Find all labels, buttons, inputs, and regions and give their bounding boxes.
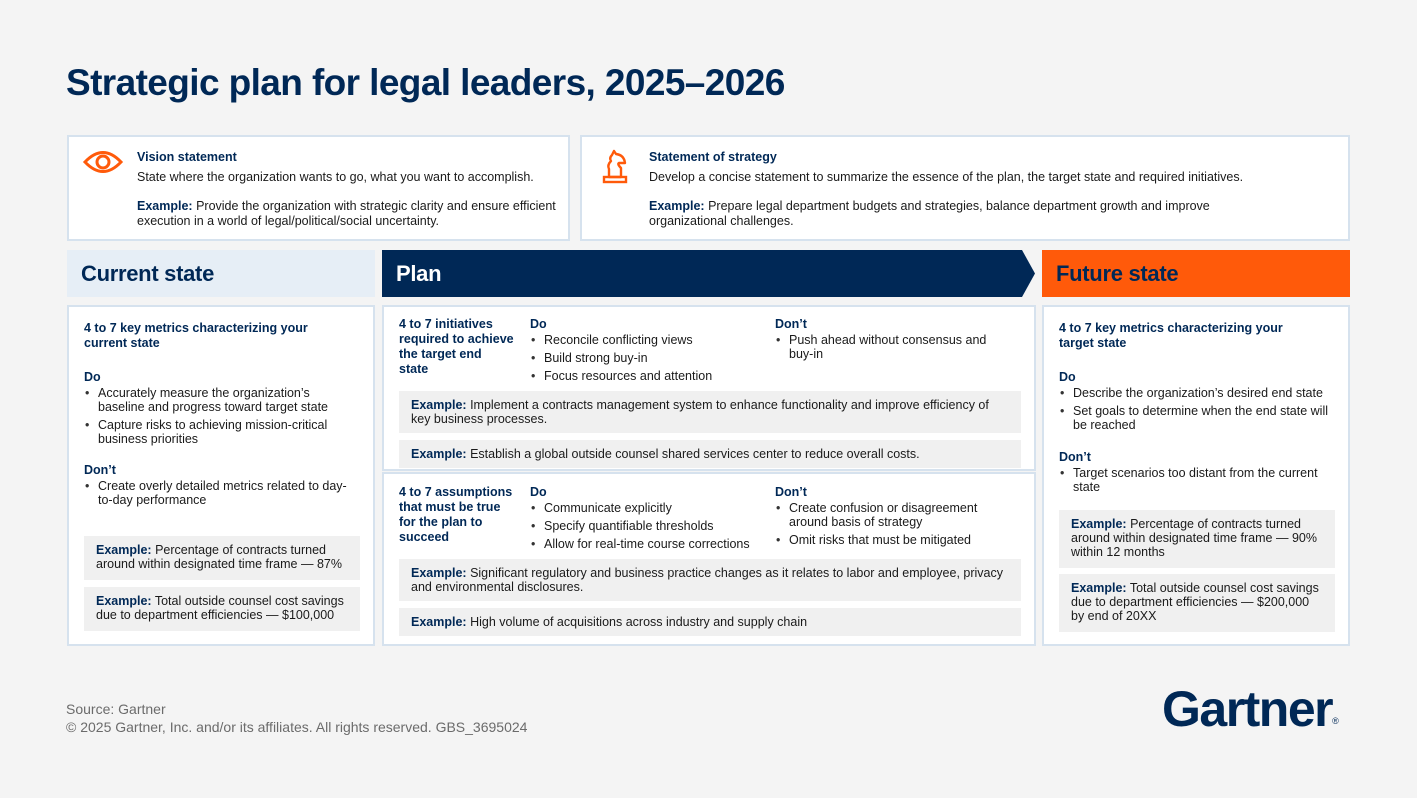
current-dont-list bbox=[84, 479, 359, 511]
list-item: • Target scenarios too distant from the current state bbox=[1059, 466, 1319, 494]
list-item: • Focus resources and attention bbox=[530, 369, 770, 383]
current-title: 4 to 7 key metrics characterizing your current state bbox=[84, 321, 308, 350]
copyright-text: © 2025 Gartner, Inc. and/or its affiliates. All rights reserved. GBS_3695024 bbox=[66, 719, 528, 735]
future-dont-label: Don’t bbox=[1059, 450, 1091, 464]
page-title: Strategic plan for legal leaders, 2025–2026 bbox=[66, 62, 785, 103]
assumptions-title: 4 to 7 assumptions that must be true for the plan to succeed bbox=[399, 485, 513, 544]
source-text: Source: Gartner bbox=[66, 701, 166, 717]
plan-header-label: Plan bbox=[396, 261, 442, 286]
future-do-list bbox=[1059, 386, 1339, 436]
assumptions-example-2: Example: High volume of acquisitions across industry and supply chain bbox=[399, 608, 1021, 636]
list-item: • Specify quantifiable thresholds bbox=[530, 519, 775, 533]
list-item: • Set goals to determine when the end state will be reached bbox=[1059, 404, 1339, 432]
list-item: • Create confusion or disagreement around basis of strategy bbox=[775, 501, 1010, 529]
plan-header bbox=[382, 250, 1036, 297]
initiatives-do-list bbox=[530, 333, 770, 387]
list-item: • Capture risks to achieving mission-critical business priorities bbox=[84, 418, 359, 446]
current-dont-label: Don’t bbox=[84, 463, 116, 477]
vision-description: State where the organization wants to go, what you want to accomplish. bbox=[137, 170, 534, 184]
future-example-1: Example: Percentage of contracts turned around within designated time frame — 90% within 12 months bbox=[1059, 510, 1335, 568]
assumptions-do-label: Do bbox=[530, 485, 547, 499]
chess-knight-icon bbox=[600, 149, 630, 190]
future-state-panel bbox=[1042, 305, 1350, 646]
initiatives-title: 4 to 7 initiatives required to achieve the target end state bbox=[399, 317, 514, 376]
future-example-2: Example: Total outside counsel cost savings due to department efficiencies — $200,000 by end of 20XX bbox=[1059, 574, 1335, 632]
strategy-example: Example: Prepare legal department budgets and strategies, balance department growth and improve organizational challenges. bbox=[649, 199, 1210, 228]
list-item: • Create overly detailed metrics related to day-to-day performance bbox=[84, 479, 359, 507]
initiatives-dont-list bbox=[775, 333, 1010, 365]
strategy-statement-card bbox=[580, 135, 1350, 241]
assumptions-dont-label: Don’t bbox=[775, 485, 807, 499]
eye-icon bbox=[83, 149, 123, 180]
initiatives-example-1: Example: Implement a contracts management system to enhance functionality and improve efficiency of key business processes. bbox=[399, 391, 1021, 433]
list-item: • Describe the organization’s desired end state bbox=[1059, 386, 1339, 400]
assumptions-dont-list bbox=[775, 501, 1010, 551]
initiatives-do-label: Do bbox=[530, 317, 547, 331]
list-item: • Allow for real-time course corrections bbox=[530, 537, 775, 551]
assumptions-example-1: Example: Significant regulatory and business practice changes as it relates to labor and employee, privacy and environmental disclosures. bbox=[399, 559, 1021, 601]
future-do-label: Do bbox=[1059, 370, 1076, 384]
list-item: • Build strong buy-in bbox=[530, 351, 770, 365]
list-item: • Communicate explicitly bbox=[530, 501, 775, 515]
initiatives-example-2: Example: Establish a global outside counsel shared services center to reduce overall costs. bbox=[399, 440, 1021, 468]
list-item: • Omit risks that must be mitigated bbox=[775, 533, 1010, 547]
registered-mark: ® bbox=[1332, 716, 1339, 726]
list-item: • Push ahead without consensus and buy-in bbox=[775, 333, 1010, 361]
plan-assumptions-panel bbox=[382, 472, 1036, 646]
list-item: • Reconcile conflicting views bbox=[530, 333, 770, 347]
strategy-description: Develop a concise statement to summarize the essence of the plan, the target state and required initiatives. bbox=[649, 170, 1244, 184]
future-state-header: Future state bbox=[1042, 250, 1350, 297]
current-state-header: Current state bbox=[67, 250, 375, 297]
plan-initiatives-panel bbox=[382, 305, 1036, 471]
strategy-heading: Statement of strategy bbox=[649, 150, 777, 164]
current-example-2: Example: Total outside counsel cost savings due to department efficiencies — $100,000 bbox=[84, 587, 360, 631]
future-title: 4 to 7 key metrics characterizing your target state bbox=[1059, 321, 1283, 350]
gartner-logo: Gartner® bbox=[1162, 681, 1339, 737]
assumptions-do-list bbox=[530, 501, 775, 555]
current-do-list bbox=[84, 386, 359, 450]
vision-heading: Vision statement bbox=[137, 150, 237, 164]
current-example-1: Example: Percentage of contracts turned around within designated time frame — 87% bbox=[84, 536, 360, 580]
footer bbox=[66, 700, 527, 736]
vision-example: Example: Provide the organization with strategic clarity and ensure efficient execution in a world of legal/political/social uncertainty. bbox=[137, 199, 556, 228]
current-state-panel bbox=[67, 305, 375, 646]
current-do-label: Do bbox=[84, 370, 101, 384]
list-item: • Accurately measure the organization’s baseline and progress toward target state bbox=[84, 386, 359, 414]
vision-statement-card bbox=[67, 135, 570, 241]
initiatives-dont-label: Don’t bbox=[775, 317, 807, 331]
future-dont-list bbox=[1059, 466, 1319, 498]
